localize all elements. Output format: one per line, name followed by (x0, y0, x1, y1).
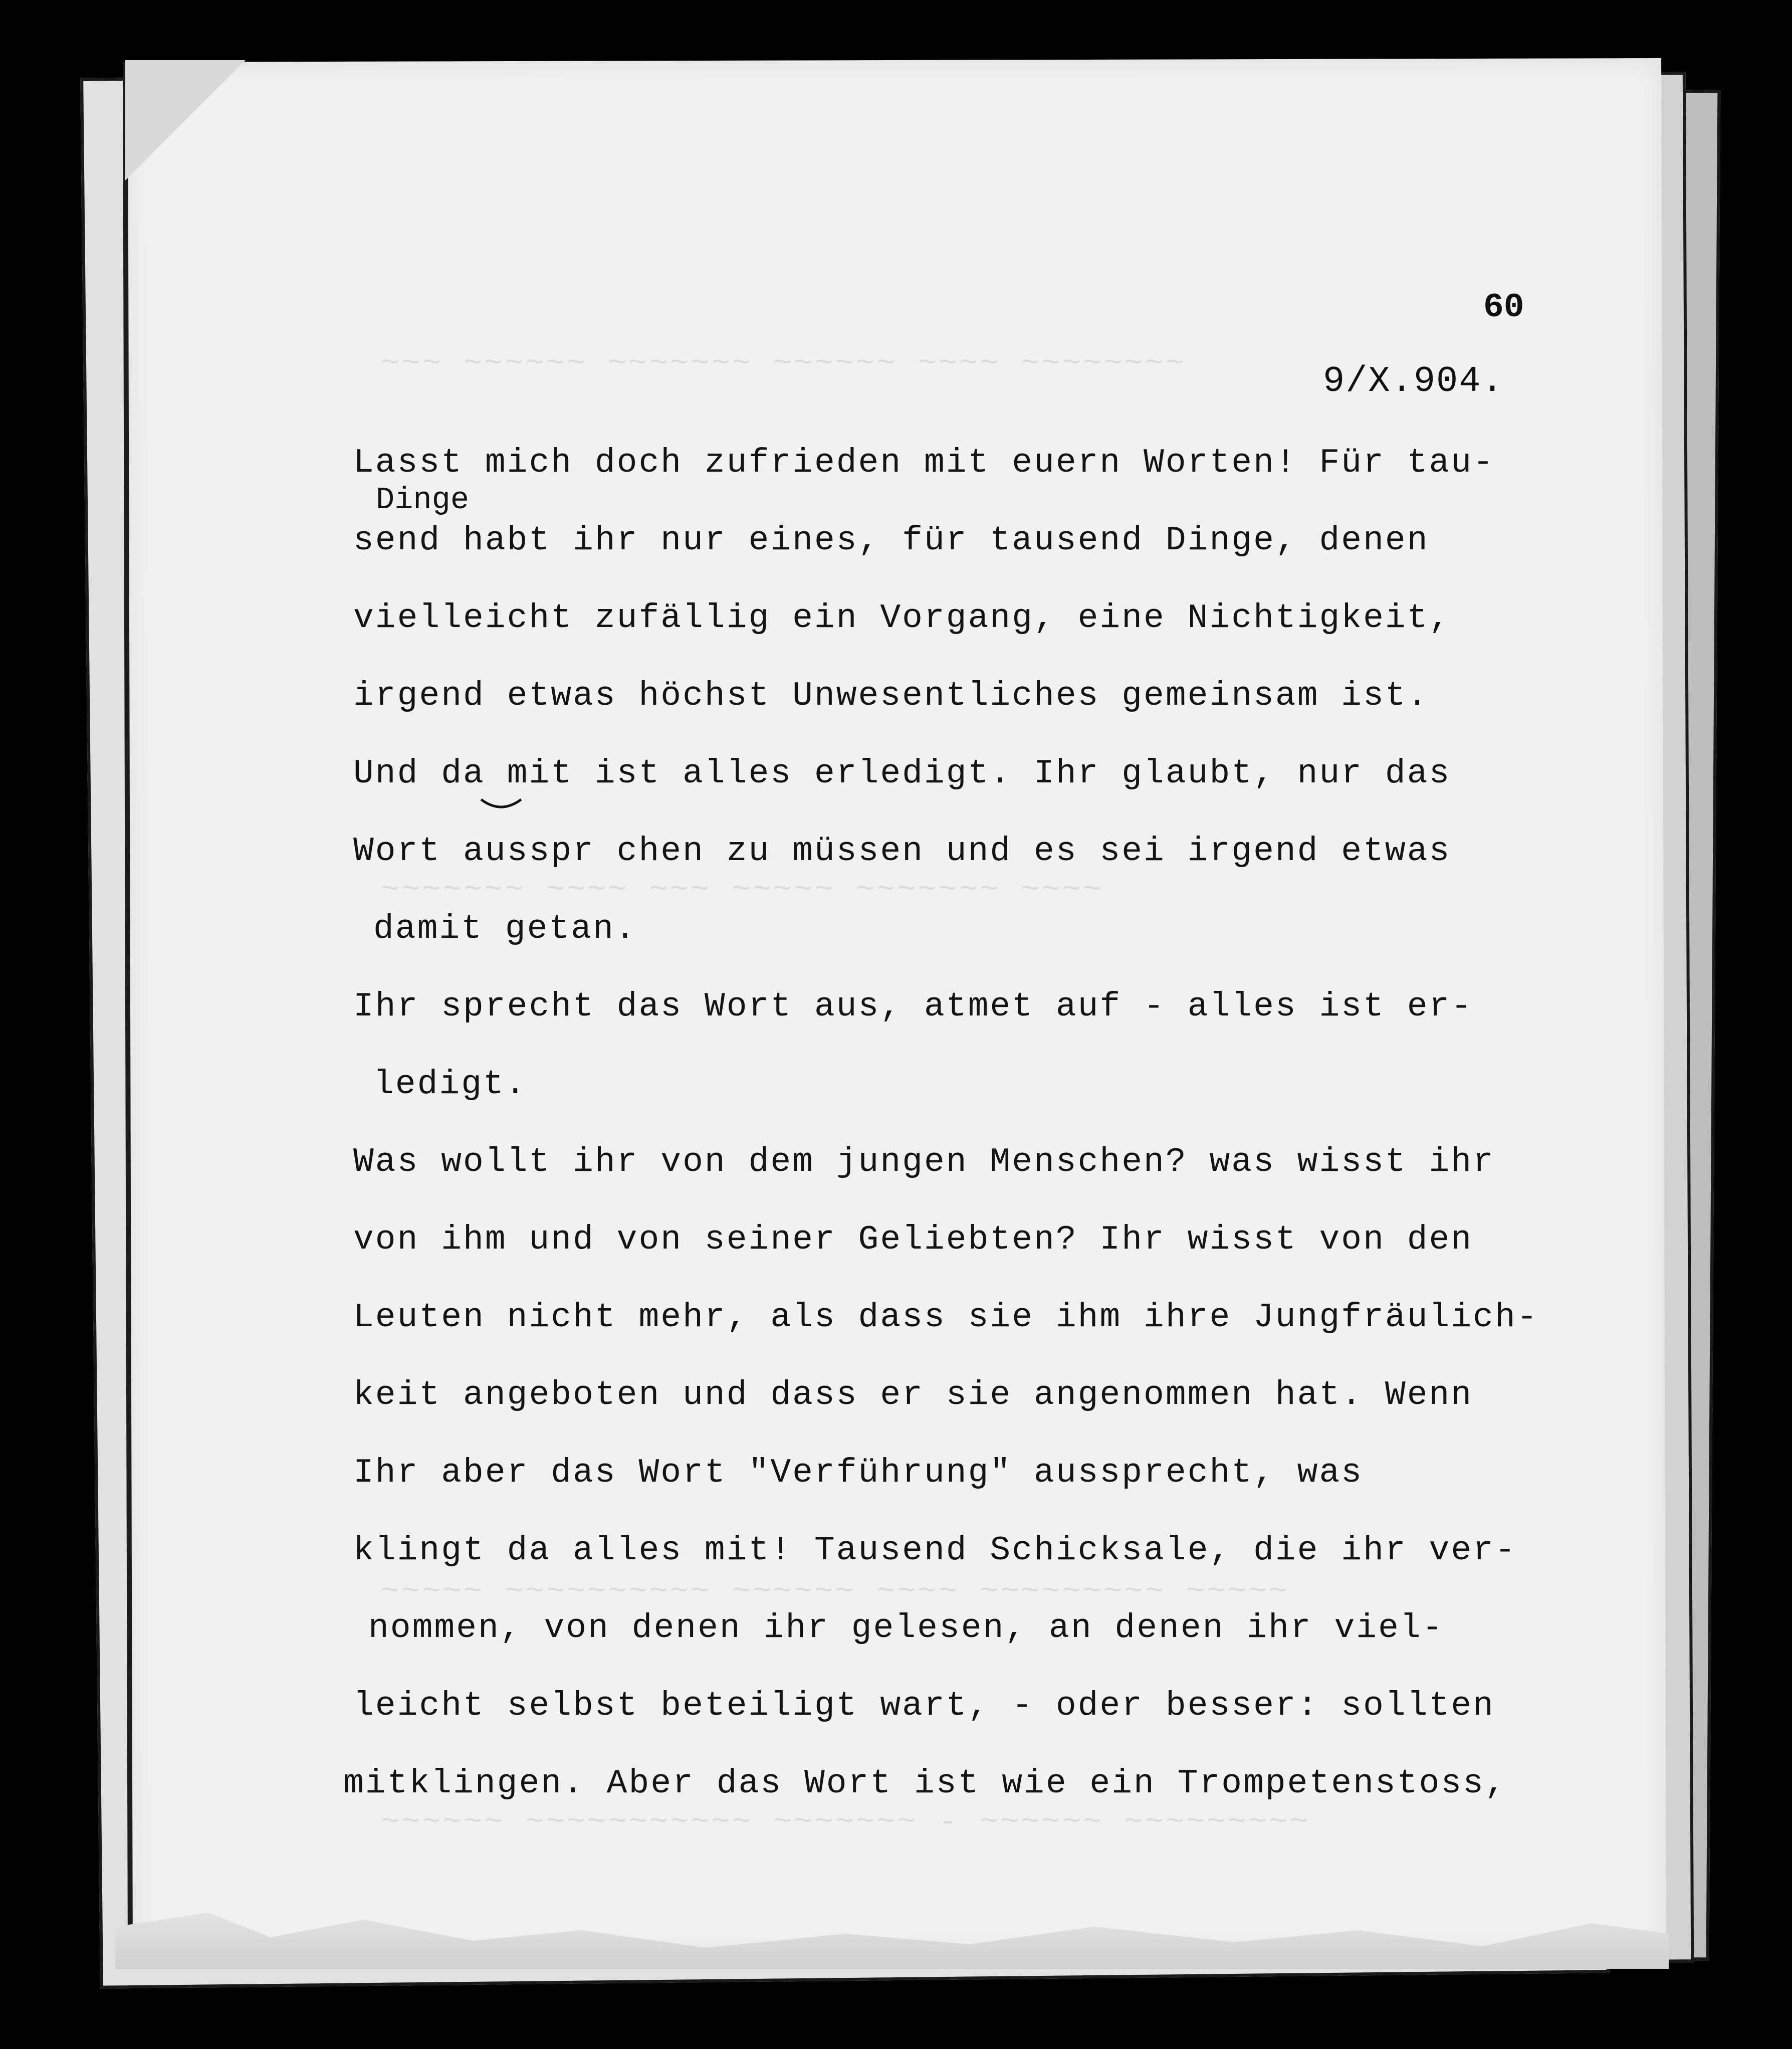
document-date: 9/X.904. (1323, 361, 1504, 402)
text-line: Lasst mich doch zufrieden mit euern Worten! Für tau- (353, 444, 1495, 482)
text-line: von ihm und von seiner Geliebten? Ihr wisst von den (353, 1220, 1473, 1259)
text-line: klingt da alles mit! Tausend Schicksale, die ihr ver- (353, 1531, 1517, 1570)
text-line: damit getan. (373, 910, 637, 948)
text-line: Leuten nicht mehr, als dass sie ihm ihre Jungfräulich- (353, 1298, 1539, 1337)
handwritten-insertion: Dinge (376, 482, 470, 518)
text-line: leicht selbst beteiligt wart, - oder besser: sollten (353, 1687, 1495, 1725)
text-line: keit angeboten und dass er sie angenommen hat. Wenn (353, 1376, 1473, 1414)
text-line: Und da mit ist alles erledigt. Ihr glaubt, nur das (353, 754, 1451, 793)
text-line: irgend etwas höchst Unwesentliches gemeinsam ist. (353, 677, 1429, 715)
text-line: send habt ihr nur eines, für tausend Dinge, denen (353, 521, 1429, 560)
text-line: Ihr sprecht das Wort aus, atmet auf - alles ist er- (353, 987, 1473, 1026)
text-line: Ihr aber das Wort "Verführung" aussprecht, was (353, 1454, 1364, 1492)
bleed-through-text: ~~~~~~~ ~~~~ ~~~ ~~~~~ ~~~~~~~ ~~~~ (381, 872, 1104, 908)
text-line: Was wollt ihr von dem jungen Menschen? was wisst ihr (353, 1143, 1495, 1181)
bleed-through-text: ~~~ ~~~~~~ ~~~~~~~ ~~~~~~ ~~~~ ~~~~~~~~ (381, 346, 1187, 381)
text-line: vielleicht zufällig ein Vorgang, eine Nichtigkeit, (353, 599, 1451, 638)
page-number: 60 (1483, 288, 1524, 327)
text-line: ledigt. (373, 1065, 527, 1104)
bleed-through-text: ~~~~~~ ~~~~~~~~~~~ ~~~~~~~ - ~~~~~~ ~~~~~~~~~ (381, 1804, 1310, 1840)
text-line: mitklingen. Aber das Wort ist wie ein Trompetenstoss, (343, 1764, 1507, 1803)
bleed-through-text: ~~~~~ ~~~~~~~~~~ ~~~~~~ ~~~~ ~~~~~~~~~ ~~~~~ (381, 1574, 1290, 1609)
text-line: Wort ausspr chen zu müssen und es sei irgend etwas (353, 832, 1451, 871)
insertion-caret-icon (479, 797, 524, 812)
folded-corner (125, 60, 246, 180)
text-line: nommen, von denen ihr gelesen, an denen ihr viel- (368, 1609, 1444, 1648)
